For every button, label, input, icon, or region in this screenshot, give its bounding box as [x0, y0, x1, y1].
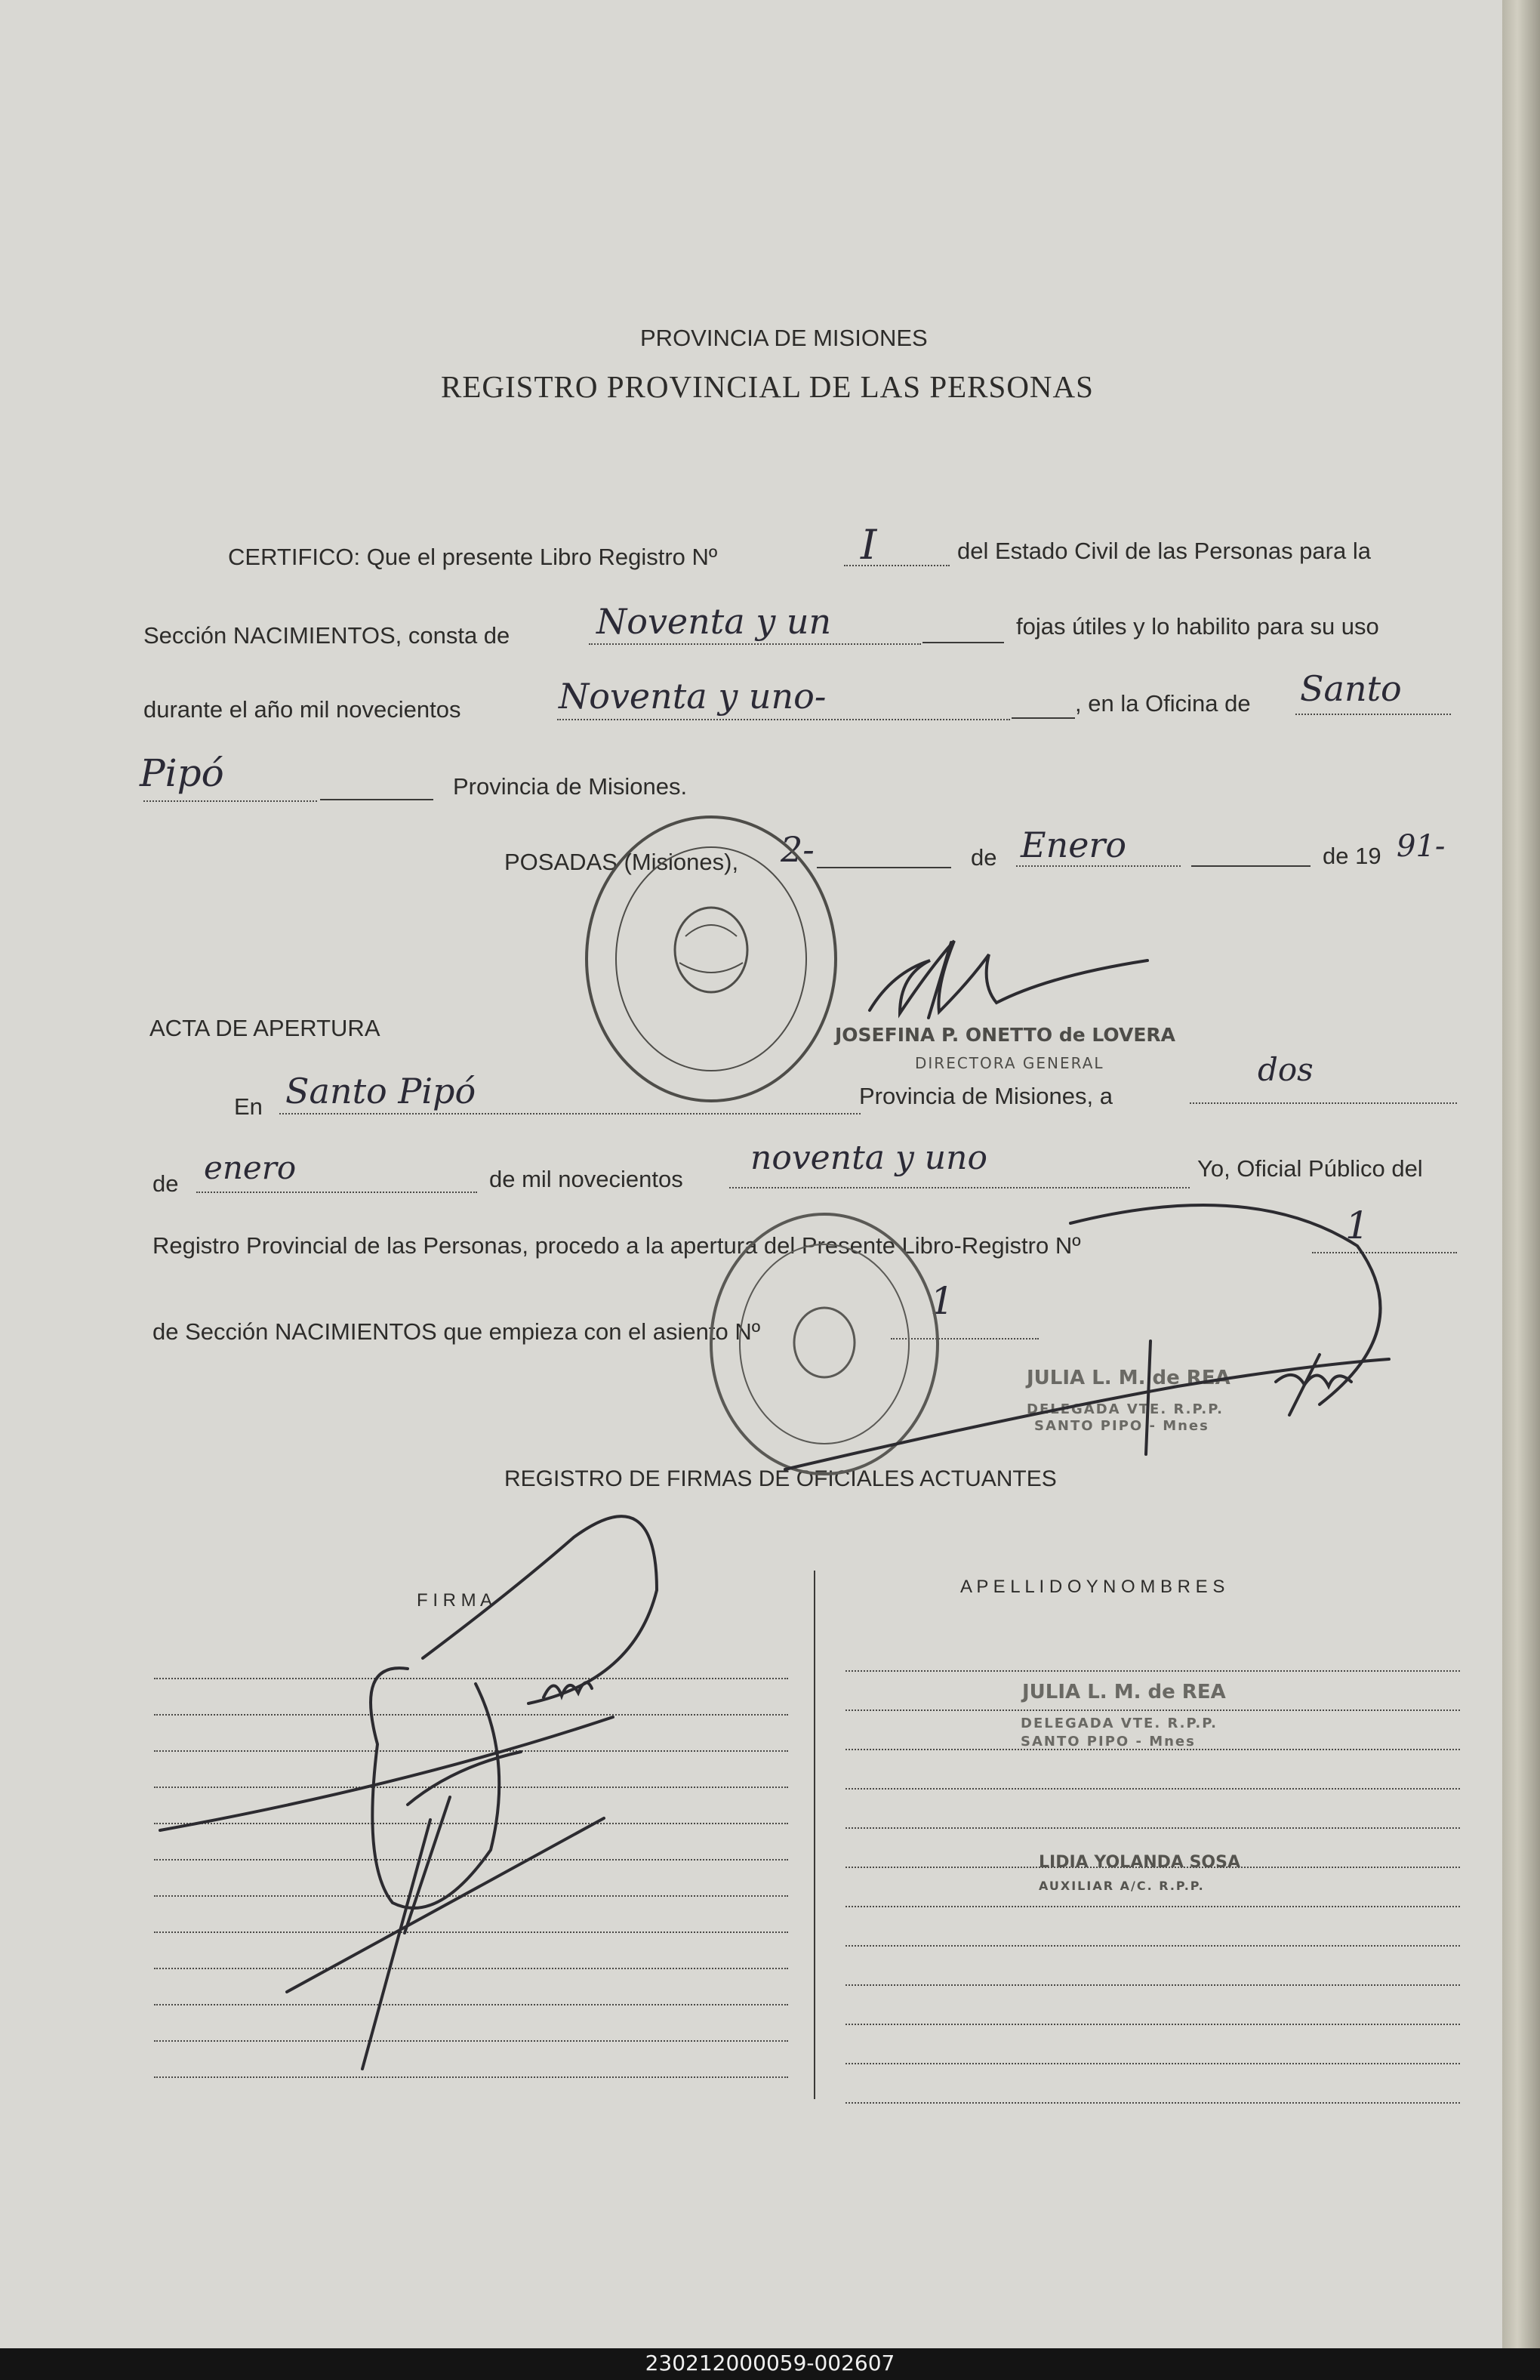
signatures-title: REGISTRO DE FIRMAS DE OFICIALES ACTUANTES: [504, 1466, 1057, 1491]
opening-mil-label: de mil novecientos: [489, 1166, 683, 1192]
place-date-label: POSADAS (Misiones),: [504, 849, 739, 875]
cert-line2-end: fojas útiles y lo habilito para su uso: [1016, 613, 1379, 640]
cert-line4-text: Provincia de Misiones.: [453, 773, 688, 800]
opening-year: noventa y uno: [750, 1139, 987, 1177]
official-2-title: AUXILIAR A/C. R.P.P.: [1039, 1879, 1205, 1893]
office-cont-handwritten: Pipó: [140, 751, 224, 795]
delegation-seal: [711, 1214, 938, 1474]
cert-line1-text: CERTIFICO: Que el presente Libro Registro Nº: [228, 544, 718, 570]
office-handwritten: Santo: [1300, 668, 1402, 709]
cert-line2-text: Sección NACIMIENTOS, consta de: [143, 622, 510, 649]
opening-place: Santo Pipó: [285, 1071, 476, 1111]
director-signature: [870, 941, 1147, 1018]
cert-line1-end: del Estado Civil de las Personas para la: [957, 538, 1371, 564]
official-1-name: JULIA L. M. de REA: [1022, 1681, 1226, 1703]
director-title-stamp: DIRECTORA GENERAL: [915, 1054, 1104, 1072]
year-handwritten: Noventa y uno-: [559, 676, 827, 717]
opening-book-no: 1: [1345, 1204, 1369, 1247]
delegate-place-stamp: SANTO PIPO - Mnes: [1034, 1418, 1209, 1434]
de-label-2: de 19: [1323, 843, 1381, 869]
opening-line4-text: de Sección NACIMIENTOS que empieza con el asiento Nº: [152, 1318, 761, 1345]
document-id: 230212000059-002607: [645, 2351, 895, 2375]
official-1-title: DELEGADA VTE. R.P.P.: [1021, 1716, 1218, 1731]
cert-line3-text: durante el año mil novecientos: [143, 696, 461, 723]
official-1-place: SANTO PIPO - Mnes: [1021, 1734, 1196, 1750]
opening-day: dos: [1258, 1051, 1314, 1088]
delegate-signature: [785, 1205, 1389, 1469]
names-column-header: A P E L L I D O Y N O M B R E S: [960, 1577, 1225, 1597]
date-month: Enero: [1021, 825, 1127, 865]
date-day: 2-: [781, 829, 815, 870]
opening-line3-text: Registro Provincial de las Personas, procedo a la apertura del Presente Libro-Registro Nº: [152, 1232, 1081, 1259]
cert-line3-end: , en la Oficina de: [1075, 690, 1251, 717]
registry-heading: REGISTRO PROVINCIAL DE LAS PERSONAS: [441, 369, 1094, 404]
delegate-name-stamp: JULIA L. M. de REA: [1027, 1367, 1230, 1389]
delegate-title-stamp: DELEGADA VTE. R.P.P.: [1027, 1401, 1224, 1417]
opening-month: enero: [204, 1149, 297, 1186]
opening-prov-label: Provincia de Misiones, a: [859, 1083, 1113, 1109]
province-heading: PROVINCIA DE MISIONES: [640, 325, 928, 351]
folios-count: Noventa y un: [596, 601, 832, 642]
official-2-name: LIDIA YOLANDA SOSA: [1039, 1853, 1241, 1872]
official-signature: [160, 1516, 657, 2069]
en-label: En: [234, 1093, 263, 1120]
director-seal: [587, 817, 836, 1101]
firma-column-header: F I R M A: [417, 1590, 493, 1611]
de-label-1: de: [971, 844, 997, 871]
opening-entry-no: 1: [930, 1279, 954, 1323]
opening-de-label: de: [152, 1170, 179, 1197]
director-name-stamp: JOSEFINA P. ONETTO de LOVERA: [835, 1024, 1176, 1046]
opening-title: ACTA DE APERTURA: [149, 1015, 380, 1041]
date-year-suffix: 91-: [1397, 829, 1446, 864]
opening-official-label: Yo, Oficial Público del: [1197, 1155, 1423, 1182]
book-number: I: [861, 521, 877, 569]
